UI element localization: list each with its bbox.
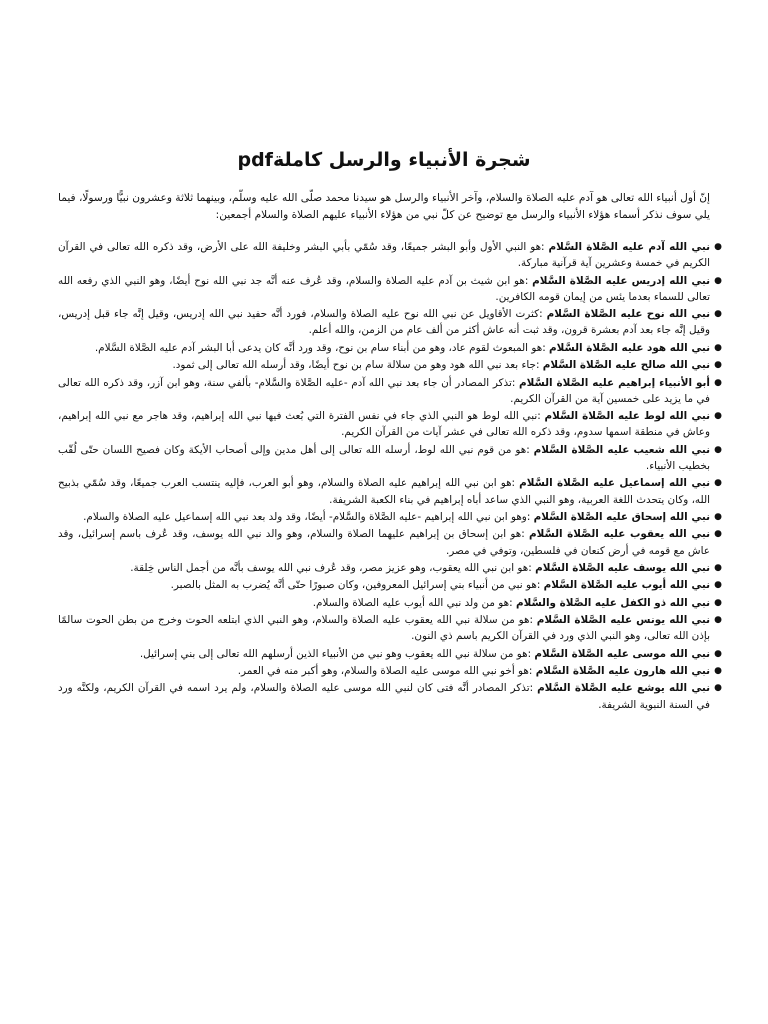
list-item — [58, 442, 722, 474]
prophet-name: نبي الله هارون عليه الصَّلاة السَّلام — [535, 665, 710, 678]
list-item — [58, 680, 722, 712]
prophet-description: :تذكر المصادر أنَّه فتى كان لنبي الله موسى عليه الصلاة والسلام، ولم يرد اسمه في القرآن الكريم، ولكنَّه ورد في السنة النبوية الشريفة. — [58, 682, 710, 711]
prophet-description: :هو النبي الأول وأبو البشر جميعًا، وقد سُمّي بأبي البشر وخليفة الله على الأرض، وقد ذكره الله تعالى في القرآن الكريم في خمسة وعشرين آية قرآنية مباركة. — [58, 241, 710, 270]
list-item — [58, 663, 722, 679]
prophet-name: نبي الله لوط عليه الصَّلاة السَّلام — [544, 410, 710, 423]
bullet-icon: ● — [714, 275, 722, 286]
prophet-name: نبي الله آدم عليه الصَّلاة السَّلام — [548, 241, 710, 253]
prophet-description: :نبي الله لوط هو النبي الذي جاء في نفس الفترة التي بُعث فيها نبي الله إبراهيم، وقد هاجر مع نبي الله إبراهيم، وعاش في منطقة اسمها سدوم، وقد ذكره الله تعالى في عشر آيات من القرآن الكريم. — [58, 410, 710, 439]
prophet-name: نبي الله صالح عليه الصَّلاة السَّلام — [542, 359, 710, 372]
prophet-name: نبي الله شعيب عليه الصَّلاة السَّلام — [533, 443, 710, 456]
bullet-icon: ● — [714, 562, 722, 573]
prophet-description: :هو ابن شيث بن آدم عليه الصلاة والسلام، وقد عُرف عنه أنَّه جد نبي الله نوح أيضًا، وهو النبي الذي رفعه الله تعالى للسماء بعدما يئس من إيمان قومه الكافرين. — [58, 274, 710, 303]
bullet-icon: ● — [714, 648, 722, 659]
prophet-description: :جاء بعد نبي الله هود وهو من سلالة سام بن نوح أيضًا، وقد أرسله الله تعالى إلى ثمود. — [172, 359, 540, 372]
prophet-description: :هو من قوم نبي الله لوط، أرسله الله تعالى إلى أهل مدين وإلى أصحاب الأيكة وكان فصيح اللسان حتّى لُقّب بخطيب الأنبياء. — [58, 443, 710, 472]
bullet-icon: ● — [714, 666, 722, 677]
list-item — [58, 239, 722, 271]
list-item — [58, 273, 722, 305]
list-item — [58, 595, 722, 611]
prophet-description: :هو أخو نبي الله موسى عليه الصلاة والسلام، وهو أكبر منه في العمر. — [237, 665, 533, 678]
prophet-name: نبي الله إسحاق عليه الصَّلاة السَّلام — [533, 510, 710, 523]
document-title: شجرة الأنبياء والرسل كاملةpdf — [237, 149, 531, 171]
prophet-name: نبي الله موسى عليه الصَّلاة السَّلام — [534, 647, 710, 660]
intro-paragraph: إنّ أول أنبياء الله تعالى هو آدم عليه الصلاة والسلام، وآخر الأنبياء والرسل هو سيدنا محمد صلّى الله عليه وسلّم، وبينهما ثلاثة وعشرون نبيًّا ورسولًا، فيما يلي سوف نذكر أسماء هؤلاء الأنبياء والرسل مع توضيح عن كلّ نبي من هؤلاء الأنبياء عليهم الصلاة والسلام أجمعين: — [57, 192, 710, 221]
prophet-name: نبي الله يوسف عليه الصَّلاة السَّلام — [535, 561, 710, 574]
prophets-list — [58, 239, 722, 713]
prophet-description: :تذكر المصادر أن جاء بعد نبي الله آدم -عليه الصَّلاة والسَّلام- بألفي سنة، وهو ابن آزر، وقد ذكره الله تعالى في ما يزيد على خمسين آية من القرآن الكريم. — [58, 376, 710, 405]
prophet-name: نبي الله هود عليه الصَّلاة السَّلام — [549, 341, 710, 354]
list-item — [58, 357, 722, 373]
prophet-name: نبي الله نوح عليه الصَّلاة السَّلام — [546, 308, 710, 321]
bullet-icon: ● — [714, 580, 722, 591]
bullet-icon: ● — [714, 411, 722, 422]
prophet-name: نبي الله يعقوب عليه الصَّلاة السَّلام — [529, 528, 710, 541]
prophet-description: :هو من سلالة نبي الله يعقوب وهو نبي من الأنبياء الذين أرسلهم الله تعالى إلى بني إسرائيل. — [139, 647, 532, 660]
prophet-description: :هو من ولد نبي الله أيوب عليه الصلاة والسلام. — [312, 596, 513, 609]
bullet-icon: ● — [714, 615, 722, 626]
bullet-icon: ● — [714, 529, 722, 540]
list-item — [58, 306, 722, 338]
bullet-icon: ● — [714, 683, 722, 694]
prophet-description: :هو من سلالة نبي الله يعقوب عليه الصلاة والسلام، وهو النبي الذي ابتلعه الحوت وخرج من بطن الحوت سالمًا بإذن الله تعالى، وهو النبي الذي ورد في القرآن الكريم باسم ذي النون. — [58, 614, 710, 643]
bullet-icon: ● — [714, 342, 722, 353]
list-item — [58, 340, 722, 356]
list-item — [58, 375, 722, 407]
list-item — [58, 509, 722, 525]
bullet-icon: ● — [714, 444, 722, 455]
bullet-icon: ● — [714, 242, 722, 252]
list-item — [58, 475, 722, 507]
list-item — [58, 612, 722, 644]
prophet-description: :هو ابن نبي الله يعقوب، وهو عزيز مصر، وقد عُرف نبي الله يوسف بأنَّه من أجمل الناس خِلقة. — [130, 561, 532, 574]
prophet-description: :هو ابن نبي الله إبراهيم عليه الصلاة والسلام، وهو أبو العرب، فإليه ينتسب العرب جميعًا، وقد سُمّي بذبيح الله، وكان يتحدث اللغة العربية، وهو النبي الذي ساعد أباه إبراهيم في بناء الكعبة الشريفة. — [58, 477, 710, 506]
list-item — [58, 646, 722, 662]
prophet-name: نبي الله ذو الكفل عليه الصَّلاة والسَّلام — [515, 596, 710, 609]
prophet-name: نبي الله إسماعيل عليه الصَّلاة السَّلام — [519, 477, 710, 490]
bullet-icon: ● — [714, 309, 722, 320]
list-item — [58, 577, 722, 593]
prophet-description: :هو نبي من أنبياء بني إسرائيل المعروفين، وكان صبورًا حتّى أنَّه يُضرب به المثل بالصبر. — [170, 579, 541, 592]
prophet-name: نبي الله يوشع عليه الصَّلاة السَّلام — [537, 682, 710, 695]
prophet-name: أبو الأنبياء إبراهيم عليه الصَّلاة السَّلام — [519, 376, 710, 389]
prophet-name: نبي الله يونس عليه الصَّلاة السَّلام — [536, 614, 711, 627]
prophet-description: :وهو ابن نبي الله إبراهيم -عليه الصَّلاة والسَّلام- أيضًا، وقد ولد بعد نبي الله إسماعيل عليه الصلاة والسلام. — [83, 510, 531, 523]
list-item — [58, 408, 722, 440]
prophet-name: نبي الله أيوب عليه الصَّلاة السَّلام — [543, 579, 710, 592]
prophet-description: :كثرت الأقاويل عن نبي الله نوح عليه الصلاة والسلام، فورد أنَّه حفيد نبي الله إدريس، وقيل إنَّه جاء قبل إدريس، وقيل إنَّه جاء بعد آدم بعشرة قرون، وقد ثبت أنه عاش أكثر من ألف عام من الزمن، والله أعلم. — [58, 308, 710, 337]
bullet-icon: ● — [714, 377, 722, 388]
prophet-description: :هو ابن إسحاق بن إبراهيم عليهما الصلاة والسلام، وهو والد نبي الله يوسف، وقد عُرف باسم إسرائيل، وقد عاش مع قومه في أرض كنعان في فلسطين، وتوفي في مصر. — [58, 528, 710, 557]
bullet-icon: ● — [714, 597, 722, 608]
prophet-description: :هو المبعوث لقوم عاد، وهو من أبناء سام بن نوح، وقد ورد أنَّه كان يدعى أبا البشر آدم عليه الصَّلاة السَّلام. — [94, 341, 546, 354]
bullet-icon: ● — [714, 360, 722, 371]
bullet-icon: ● — [714, 511, 722, 522]
list-item — [58, 526, 722, 558]
list-item — [58, 560, 722, 576]
prophet-name: نبي الله إدريس عليه الصَّلاة السَّلام — [532, 274, 710, 287]
bullet-icon: ● — [714, 478, 722, 489]
